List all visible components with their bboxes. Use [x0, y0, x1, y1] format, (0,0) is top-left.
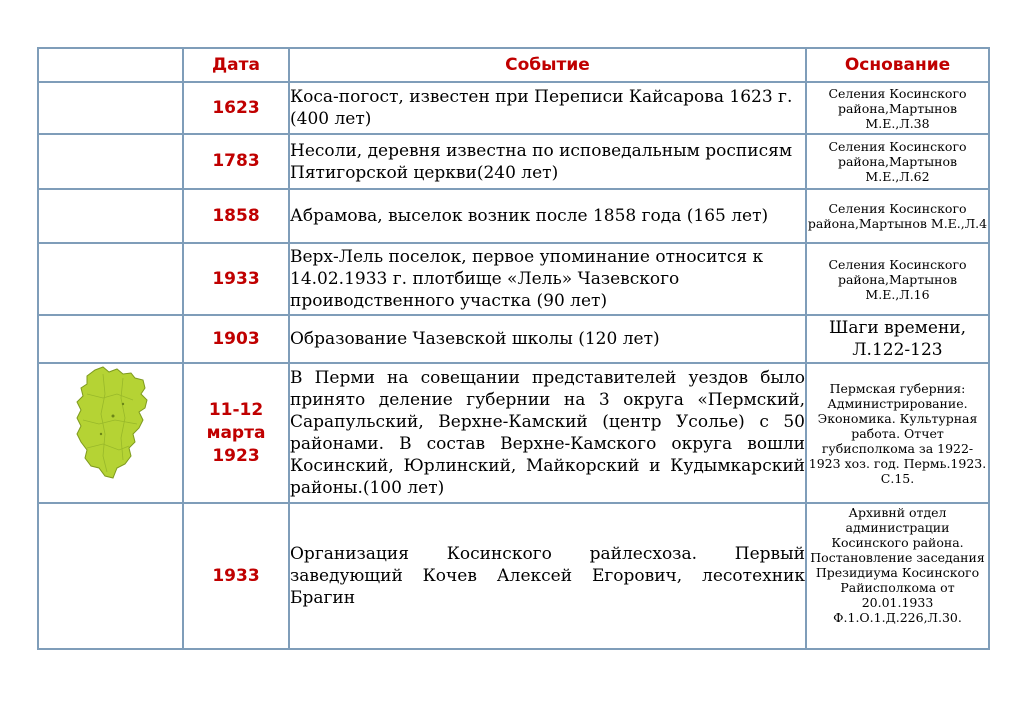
header-row: [38, 48, 989, 82]
row-basis: Архивнй отдел администрации Косинского района. Постановление заседания Президиума Косинского Райисполкома от 20.01.1933 Ф.1.О.1.Д.226,Л.30.: [806, 503, 989, 649]
row-basis: Селения Косинского района,Мартынов М.Е.,Л.4: [806, 189, 989, 243]
table-row: [38, 189, 989, 243]
header-date: Дата: [183, 48, 289, 82]
table-row: [38, 363, 989, 503]
row-basis: Селения Косинского района,Мартынов М.Е.,Л.38: [806, 82, 989, 134]
row-basis: Шаги времени, Л.122-123: [806, 315, 989, 363]
row-event: Верх-Лель поселок, первое упоминание относится к 14.02.1933 г. плотбище «Лель» Чазевского проиводственного участка (90 лет): [289, 243, 806, 315]
image-cell: [38, 134, 183, 189]
table-row: [38, 503, 989, 649]
image-cell: [38, 503, 183, 649]
row-date: [183, 363, 289, 503]
row-date: 1858: [183, 189, 289, 243]
row-event: Образование Чазевской школы (120 лет): [289, 315, 806, 363]
row-date: 1933: [183, 503, 289, 649]
row-date-line: 11-12: [208, 399, 264, 420]
district-map-image: [73, 364, 153, 482]
table-row: [38, 134, 989, 189]
table-row: [38, 315, 989, 363]
image-cell: [38, 82, 183, 134]
events-table: [37, 47, 990, 650]
row-date: 1903: [183, 315, 289, 363]
table-row: [38, 243, 989, 315]
row-date-line: марта: [206, 422, 266, 443]
table-row: [38, 82, 989, 134]
row-date-line: 1923: [212, 445, 260, 466]
row-event: Организация Косинского райлесхоза. Первый заведующий Кочев Алексей Егорович, лесотехник Брагин: [289, 503, 806, 649]
image-cell: [38, 189, 183, 243]
row-date: 1933: [183, 243, 289, 315]
row-basis: Пермская губерния: Администрирование. Экономика. Культурная работа. Отчет губисполкома за 1922-1923 хоз. год. Пермь.1923. С.15.: [806, 363, 989, 503]
row-basis: Селения Косинского района,Мартынов М.Е.,Л.62: [806, 134, 989, 189]
row-date: 1623: [183, 82, 289, 134]
row-event: В Перми на совещании представителей уездов было принято деление губернии на 3 округа «Пермский, Сарапульский, Верхне-Камский (центр Усолье) с 50 районами. В состав Верхне-Камского округа вошли Косинский, Юрлинский, Майкорский и Кудымкарский районы.(100 лет): [289, 363, 806, 503]
header-event: Событие: [289, 48, 806, 82]
image-cell: [38, 315, 183, 363]
row-event: Несоли, деревня известна по исповедальным росписям Пятигорской церкви(240 лет): [289, 134, 806, 189]
header-basis: Основание: [806, 48, 989, 82]
district-map-icon: [73, 364, 153, 482]
image-cell: [38, 243, 183, 315]
row-basis: Селения Косинского района,Мартынов М.Е.,Л.16: [806, 243, 989, 315]
header-empty-cell: [38, 48, 183, 82]
image-cell: [38, 363, 183, 503]
row-event: Абрамова, выселок возник после 1858 года (165 лет): [289, 189, 806, 243]
row-date: 1783: [183, 134, 289, 189]
row-event: Коса-погост, известен при Переписи Кайсарова 1623 г.(400 лет): [289, 82, 806, 134]
